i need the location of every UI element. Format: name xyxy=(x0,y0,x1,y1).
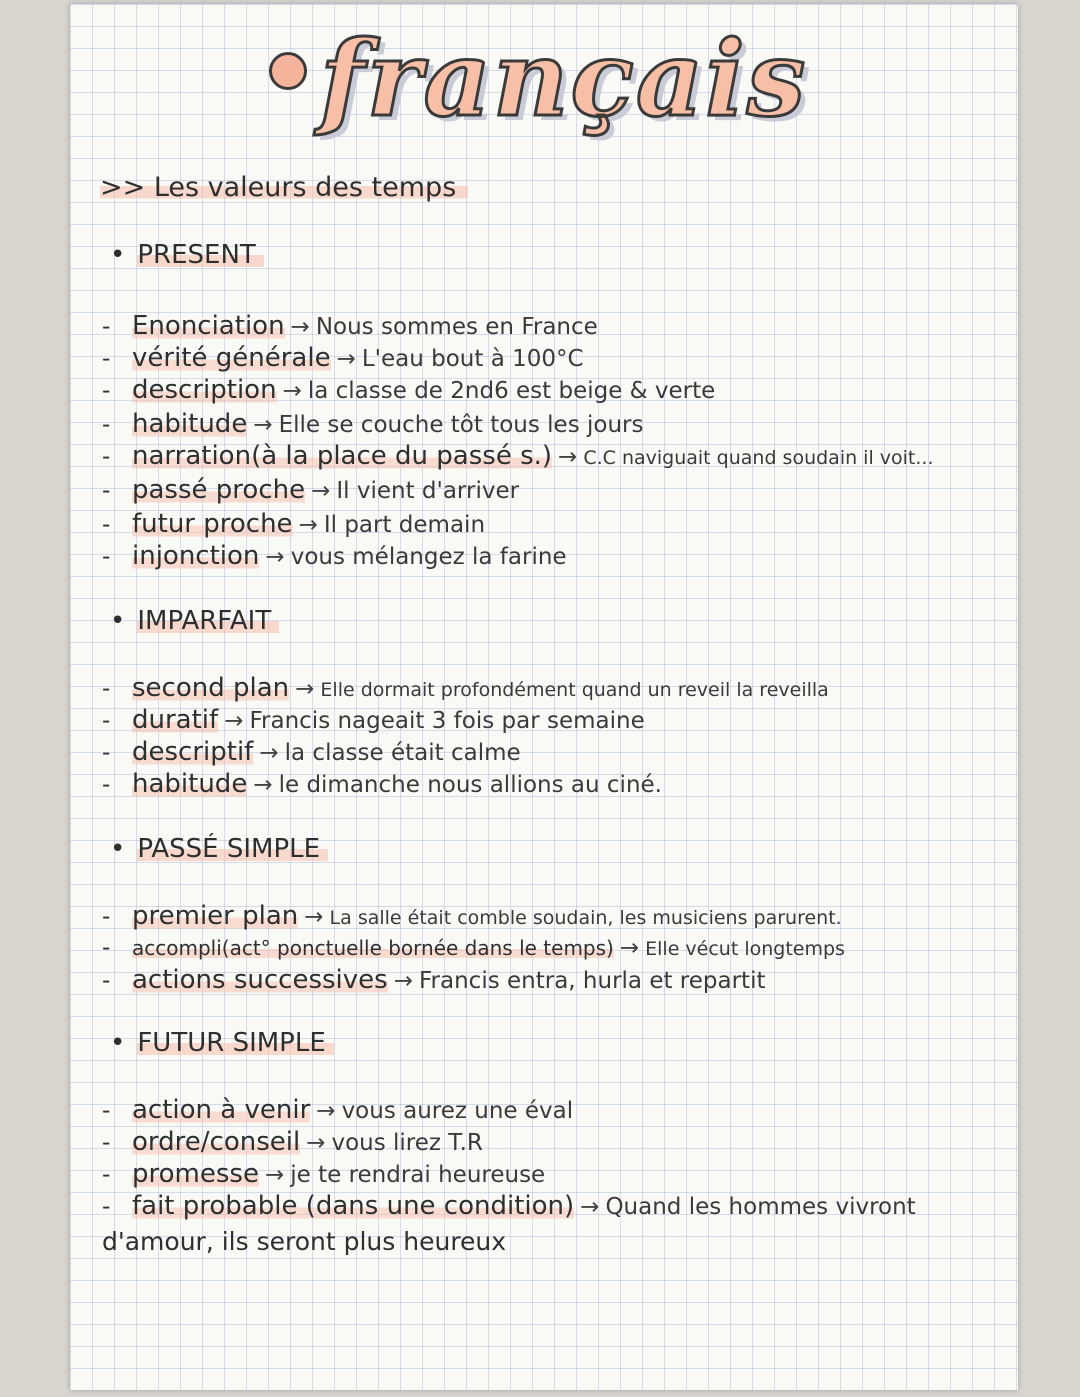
title-dot-decoration xyxy=(269,52,307,90)
list-item: - habitude → Elle se couche tôt tous les jours xyxy=(102,409,644,439)
list-item: - duratif → Francis nageait 3 fois par semaine xyxy=(102,705,645,735)
list-item: - passé proche → Il vient d'arriver xyxy=(102,475,520,505)
list-item: - premier plan → La salle était comble soudain, les musiciens parurent. xyxy=(102,901,842,931)
list-item: - ordre/conseil → vous lirez T.R xyxy=(102,1127,483,1157)
list-item: - actions successives → Francis entra, hurla et repartit xyxy=(102,965,766,995)
list-item: - description → la classe de 2nd6 est beige & verte xyxy=(102,375,716,405)
list-item: - habitude → le dimanche nous allions au ciné. xyxy=(102,769,662,799)
list-item: - narration(à la place du passé s.) → C.C naviguait quand soudain il voit... xyxy=(102,441,934,471)
subtitle: >> Les valeurs des temps xyxy=(100,172,468,203)
list-item: - descriptif → la classe était calme xyxy=(102,737,521,767)
list-item: - injonction → vous mélangez la farine xyxy=(102,541,567,571)
list-item: - promesse → je te rendrai heureuse xyxy=(102,1159,546,1189)
list-item-continuation: d'amour, ils seront plus heureux xyxy=(102,1227,507,1256)
section-heading-passe-simple: • PASSÉ SIMPLE xyxy=(110,834,328,864)
list-item: - action à venir → vous aurez une éval xyxy=(102,1095,574,1125)
list-item: - Enonciation → Nous sommes en France xyxy=(102,311,598,341)
list-item: - second plan → Elle dormait profondément quand un reveil la reveilla xyxy=(102,673,829,703)
section-heading-futur-simple: • FUTUR SIMPLE xyxy=(110,1028,334,1058)
list-item: - futur proche → Il part demain xyxy=(102,509,486,539)
section-heading-imparfait: • IMPARFAIT xyxy=(110,606,279,636)
list-item: - fait probable (dans une condition) → Quand les hommes vivront xyxy=(102,1191,916,1221)
list-item: - accompli(act° ponctuelle bornée dans le temps) → Elle vécut longtemps xyxy=(102,935,845,961)
section-heading-present: • PRESENT xyxy=(110,240,264,270)
list-item: - vérité générale → L'eau bout à 100°C xyxy=(102,343,584,373)
page-title: français xyxy=(320,17,808,140)
notebook-page xyxy=(70,4,1018,1390)
